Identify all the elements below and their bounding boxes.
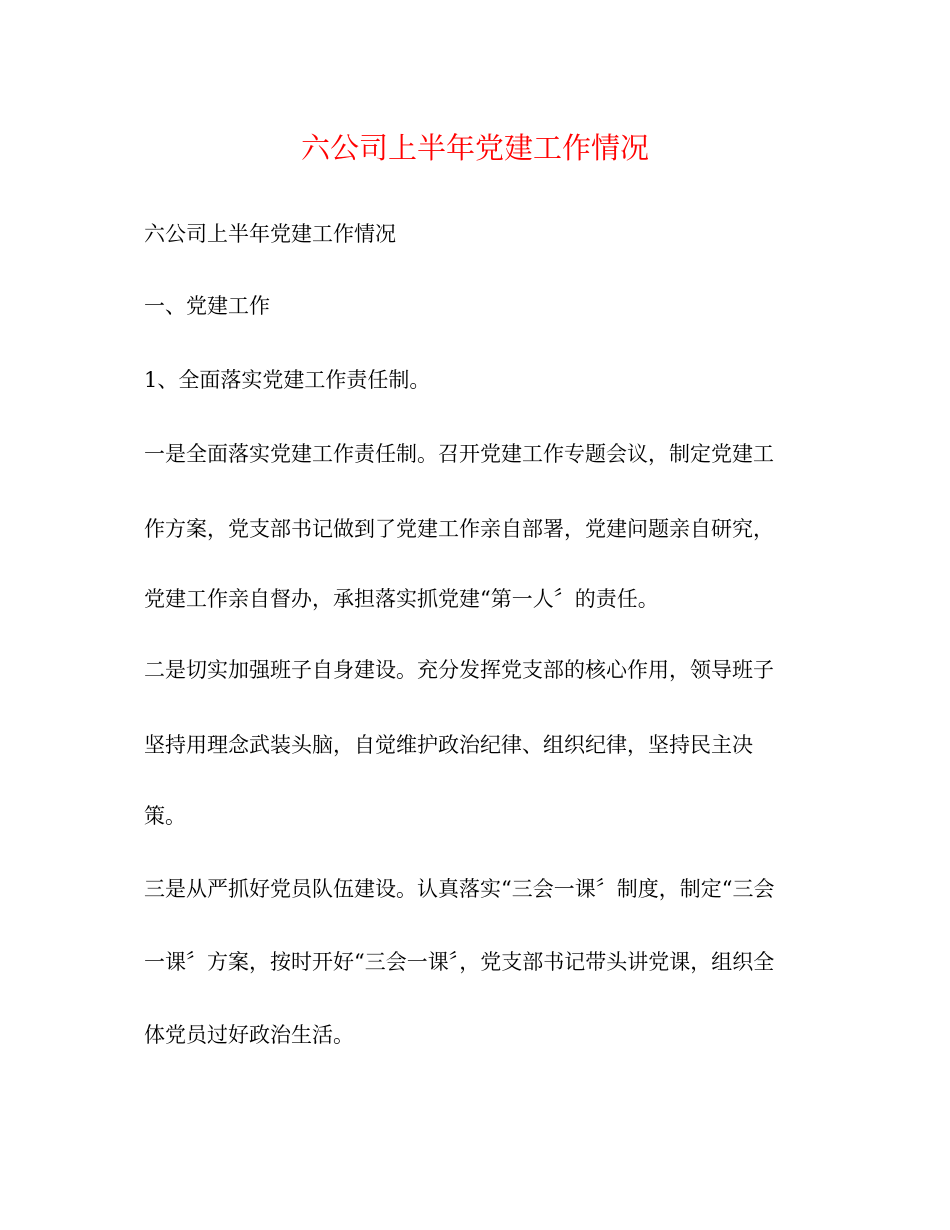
paragraph-line: 策。 bbox=[144, 804, 186, 828]
paragraph-line: 体党员过好政治生活。 bbox=[144, 1023, 354, 1047]
paragraph-line: 三是从严抓好党员队伍建设。认真落实“三会一课〞制度，制定“三会 bbox=[144, 877, 775, 901]
paragraph-line: 党建工作亲自督办，承担落实抓党建“第一人〞的责任。 bbox=[144, 587, 659, 611]
paragraph-line: 二是切实加强班子自身建设。充分发挥党支部的核心作用，领导班子 bbox=[144, 658, 774, 682]
document-title: 六公司上半年党建工作情况 bbox=[300, 131, 649, 165]
paragraph-line: 坚持用理念武装头脑，自觉维护政治纪律、组织纪律，坚持民主决 bbox=[144, 733, 753, 757]
paragraph-line: 一课〞方案，按时开好“三会一课〞，党支部书记带头讲党课，组织全 bbox=[144, 950, 775, 974]
paragraph-line: 作方案，党支部书记做到了党建工作亲自部署，党建问题亲自研究， bbox=[144, 517, 774, 541]
section-heading: 一、党建工作 bbox=[144, 294, 270, 318]
subtitle-line: 六公司上半年党建工作情况 bbox=[144, 222, 396, 246]
subsection-heading: 1、全面落实党建工作责任制。 bbox=[144, 368, 431, 392]
paragraph-line: 一是全面落实党建工作责任制。召开党建工作专题会议，制定党建工 bbox=[144, 442, 774, 466]
